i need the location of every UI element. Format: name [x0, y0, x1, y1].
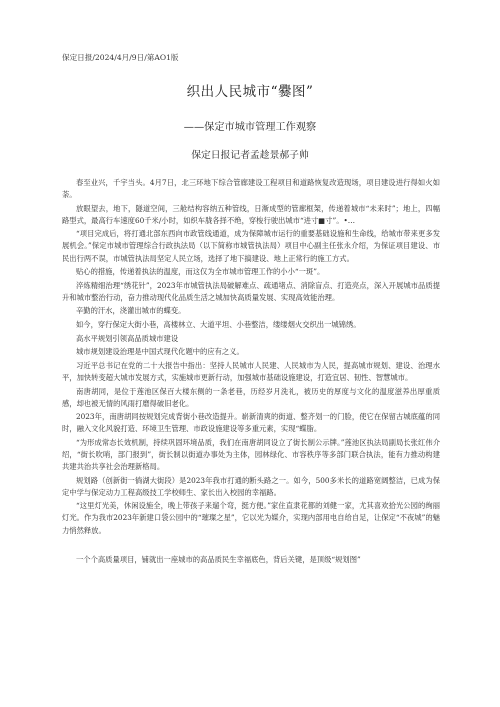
article-subtitle: ——保定市城市管理工作观察 — [183, 122, 317, 133]
paragraph: 辛勤的汗水，浇灌出城市的蝶变。 — [76, 306, 186, 316]
paragraph: 习近平总书记在党的二十大报告中指出：坚持人民城市人民建、人民城市为人民，提高城市规划、建设、治理水平，加快转变超大城市发展方式，实施城市更新行动，加强城市基础设施建设，打造宜居、韧性、智慧城市。 — [62, 360, 440, 382]
paragraph: “这里灯光美，休闲设施全，晚上带孩子来遛个弯，挺方便。”家住直隶花都的刘健一家，尤其喜欢拾光公园的绚丽灯光。作为我市2023年新建口袋公园中的“璀璨之星”，它以光为媒介，实现内部用电自给自足，让保定“不夜城”的魅力悄然释放。 — [62, 501, 440, 535]
paragraph: 贴心的措施，传递着执法的温度，而这仅为全市城市管理工作的小小“一斑”。 — [76, 267, 325, 277]
article-body — [62, 177, 440, 568]
paragraph-spacer — [62, 538, 440, 554]
paragraph: 2023年，南唐胡同按规划完成背街小巷改造提升。崭新清爽的街道、整齐划一的门脸，使它在保留古城底蕴的同时，融入文化风貌打造、环境卫生管理、市政设施建设等多重元素，实现“蝶脂。 — [62, 412, 440, 434]
paragraph: 放眼望去，地下，隧道空间，三舱结构容纳五种管线，日渐成型的管廊框架，传递着城市“未来时”；地上，四幅路型式，最高行车速度60千米/小时，如织车胧各择不绝，穿梭行驶出城市“进寸■寸”。•… — [62, 203, 440, 225]
paragraph: 春至业兴，千宇当头。4月7日，北三环地下综合管廊建设工程项目和道路恢复改造现场，项目建设进行得如火如荼。 — [62, 178, 440, 200]
paragraph: 一个个高质量项目，铺就出一座城市的高品质民生幸福底色，背后关键，是顶级“规划图” — [76, 555, 361, 565]
paragraph: “为形成常态长效机制，持续巩固环境品质，我们在南唐胡同设立了街长制公示牌。”莲池区执法局副局长张红伟介绍，“街长吹哨，部门报到”，街长制以街道办事处为主体，园林绿化、市容秩序等多部门联合执法，能有力推动构建共建共治共享社会治理新格局。 — [62, 437, 440, 472]
paragraph: 淬炼精细治理“绣花针”，2023年市城管执法局破解难点、疏通堵点、消除盲点、打造亮点，深入开展城市品质提升和城市整治行动，奋力推动现代化品质生活之城加快高质量发展、实现高效能治理。 — [62, 280, 440, 302]
edition-reference: 保定日报/2024/4月/9日/第AO1版 — [62, 53, 179, 62]
paragraph: 规划路（创新街一徜湖大街段）是2023年我市打通的断头路之一。如今，500多米长的道路宽阔整洁，已成为保定中学与保定动力工程高级技工学校师生、家长出入校园的幸福路。 — [62, 475, 440, 497]
article-title: 织出人民城市“爨图” — [186, 84, 314, 100]
paragraph: 如今，穿行保定大街小巷，高楼林立、大道平坦、小巷整洁，缕缕烟火交织出一城锦绣。 — [76, 320, 361, 330]
section-heading: 高水平规划引领高品质城市建设 — [76, 333, 179, 343]
paragraph: 南唐胡同，是位于莲池区保百大楼东侧的一条老巷，历经岁月洗礼，被历史的厚度与文化的温度滋养出厚重质感，却也被无情的风雨打磨得破旧老化。 — [62, 386, 440, 408]
paragraph: 城市规划建设治理是中国式现代化题中的应有之义。 — [76, 347, 244, 357]
article-byline: 保定日报记者孟趁景郝子帅 — [191, 150, 309, 161]
paragraph: “项目完成后，将打通北部东西向市政管线通道，成为保障城市运行的重要基础设施和生命线，给城市带来更多发展机会。”保定市城市管理综合行政执法局（以下简称市城管执法局）项目中心副主任张永介绍，为保证项目建设、市民出行两不误，市城管执法局坚定人民立场，选择了地下搞建设、地上正常行的施工方式。 — [62, 229, 440, 263]
